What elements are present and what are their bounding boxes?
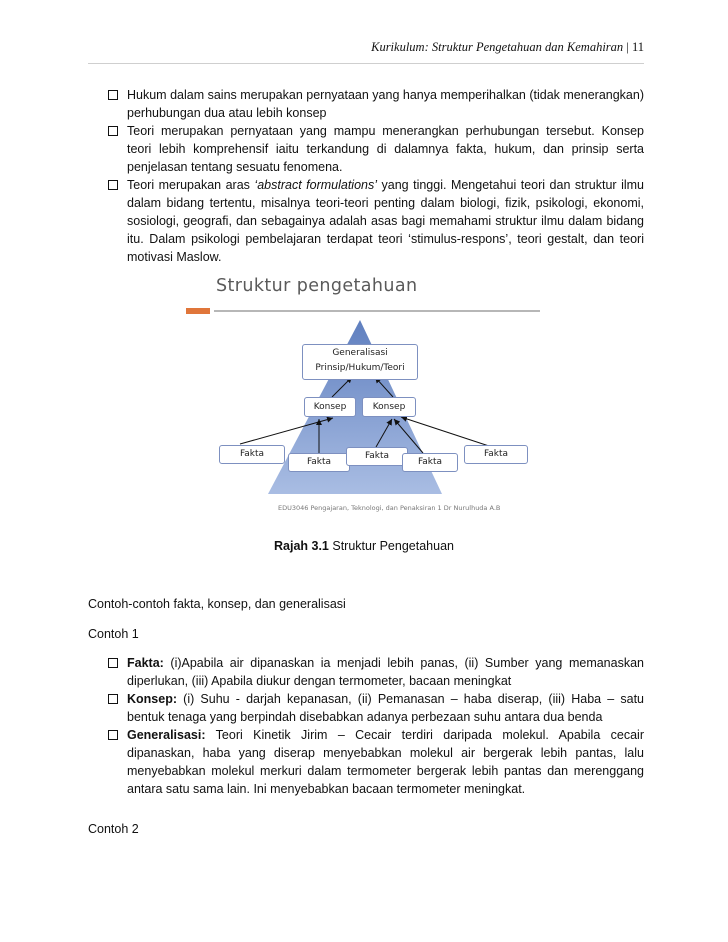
generalisasi-label: Generalisasi — [332, 348, 388, 358]
checkbox-icon — [108, 180, 118, 190]
list-item — [108, 726, 644, 798]
title-rule — [214, 310, 540, 312]
bullet-list-example-1 — [108, 654, 644, 798]
list-item-text: Teori Kinetik Jirim – Cecair terdiri daripada molekul. Apabila cecair dipanaskan, haba yang diserap menyebabkan molekul air bergerak lebih pantas, lalu menyebabkan molekul merkuri dalam termometer bergerak lebih pantas dan merenggang antara satu sama lain. Ini menyebabkan bacaan termometer meningkat. — [127, 728, 644, 796]
example-2-heading: Contoh 2 — [88, 822, 139, 836]
diagram-title: Struktur pengetahuan — [216, 276, 418, 296]
list-item-text: (i)Apabila air dipanaskan ia menjadi lebih panas, (ii) Sumber yang memanaskan diperlukan, (iii) Apabila diukur dengan termometer, bacaan meningkat — [127, 656, 644, 688]
konsep-box-left: Konsep — [304, 397, 356, 417]
list-item — [108, 122, 644, 176]
example-1-heading: Contoh 1 — [88, 627, 139, 641]
title-accent-bar — [186, 308, 210, 314]
fakta-box-2: Fakta — [288, 453, 350, 472]
list-item — [108, 654, 644, 690]
knowledge-structure-diagram — [180, 270, 550, 525]
header-rule — [88, 63, 644, 64]
checkbox-icon — [108, 730, 118, 740]
generalisasi-box — [302, 344, 418, 380]
fakta-box-4: Fakta — [402, 453, 458, 472]
header-separator: | — [626, 40, 629, 54]
checkbox-icon — [108, 694, 118, 704]
list-item — [108, 176, 644, 266]
fakta-box-1: Fakta — [219, 445, 285, 464]
list-item-text: (i) Suhu - darjah kepanasan, (ii) Pemanasan – haba diserap, (iii) Haba – satu bentuk tenaga yang berpindah disebabkan adanya perbezaan suhu antara dua benda — [127, 692, 644, 724]
page-header — [0, 40, 644, 55]
list-item-text: Teori merupakan aras — [127, 178, 255, 192]
checkbox-icon — [108, 90, 118, 100]
item-label: Konsep: — [127, 692, 177, 706]
slide-footer: EDU3046 Pengajaran, Teknologi, dan Penaksiran 1 Dr Nurulhuda A.B — [278, 504, 501, 512]
item-label: Fakta: — [127, 656, 164, 670]
item-label: Generalisasi: — [127, 728, 206, 742]
generalisasi-sublabel: Prinsip/Hukum/Teori — [315, 363, 405, 373]
checkbox-icon — [108, 658, 118, 668]
bullet-list-definitions — [108, 86, 644, 266]
list-item-text: yang tinggi. Mengetahui teori dan struktur ilmu dalam bidang tertentu, misalnya teori-teori penting dalam biologi, fizik, psikologi, ekonomi, sosiologi, geografi, dan sebagainya adalah asas bagi memahami struktur ilmu dalam bidang itu. Dalam psikologi pembelajaran terdapat teori ‘stimulus-respons’, teori gestalt, dan teori motivasi Maslow. — [127, 178, 644, 264]
list-item-italic: ‘abstract formulations’ — [254, 178, 378, 192]
list-item — [108, 86, 644, 122]
figure-label: Rajah 3.1 — [274, 539, 329, 553]
konsep-box-right: Konsep — [362, 397, 416, 417]
figure-caption — [0, 539, 728, 553]
header-title: Kurikulum: Struktur Pengetahuan dan Kemahiran — [371, 40, 624, 54]
list-item — [108, 690, 644, 726]
list-item-text: Teori merupakan pernyataan yang mampu menerangkan perhubungan tersebut. Konsep teori lebih komprehensif iaitu terkandung di dalamnya fakta, hukum, dan prinsip serta penjelasan tentang sesuatu fenomena. — [127, 124, 644, 174]
fakta-box-5: Fakta — [464, 445, 528, 464]
checkbox-icon — [108, 126, 118, 136]
page-number: 11 — [631, 40, 644, 54]
fakta-box-3: Fakta — [346, 447, 408, 466]
section-heading: Contoh-contoh fakta, konsep, dan generalisasi — [88, 597, 346, 611]
figure-title: Struktur Pengetahuan — [328, 539, 454, 553]
list-item-text: Hukum dalam sains merupakan pernyataan yang hanya memperihalkan (tidak menerangkan) perhubungan dua atau lebih konsep — [127, 88, 644, 120]
